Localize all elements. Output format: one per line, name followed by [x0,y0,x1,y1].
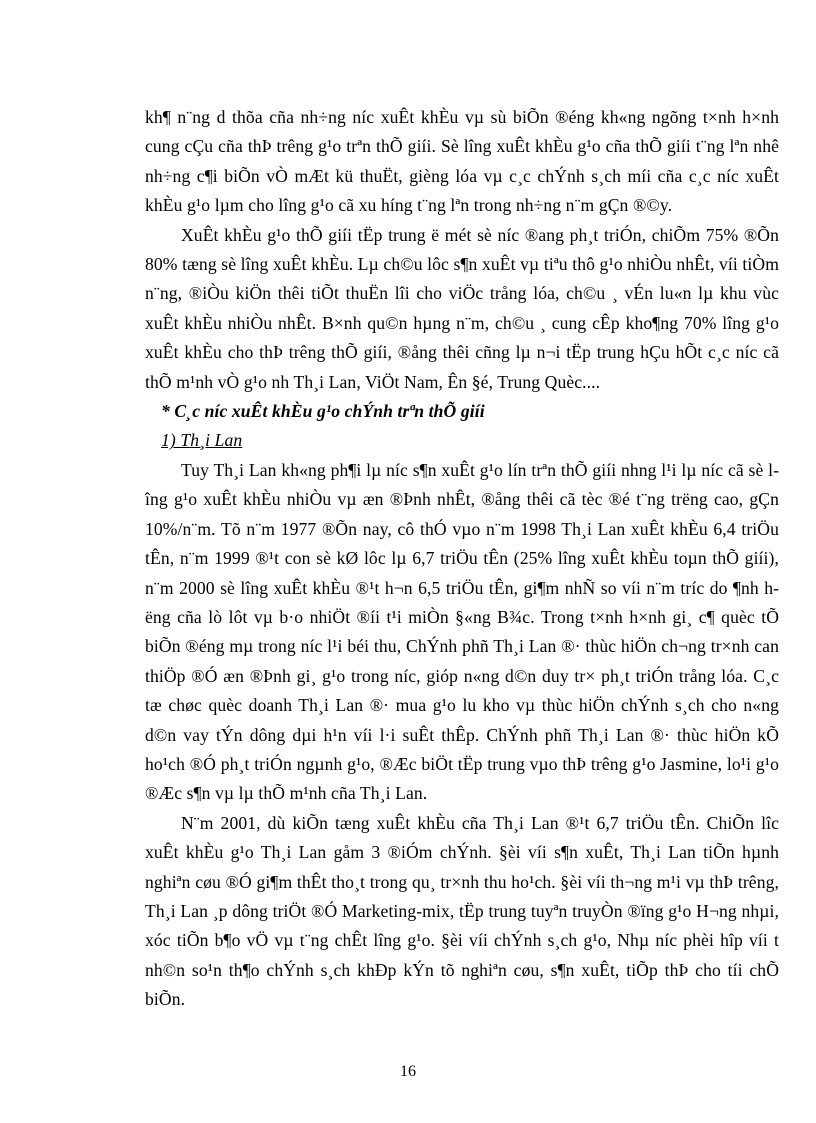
paragraph-thailand-strategy: N¨m 2001, dù kiÕn tæng xuÊt khÈu cña Th¸i Lan ®¹t 6,7 triÖu tÊn. ChiÕn lîc xuÊt khÈu g¹o Th¸i Lan gåm 3 ®iÓm chÝnh. §èi víi s¶n xuÊt, Th¸i Lan tiÕn hµnh nghiªn cøu ®Ó gi¶m thÊt tho¸t trong qu¸ tr×nh thu ho¹ch. §èi víi th¬ng m¹i vµ thÞ trêng, Th¸i Lan ¸p dông triÖt ®Ó Marketing-mix, tËp trung tuyªn truyÒn ®ïng g¹o H¬ng nhµi, xóc tiÕn b¶o vÖ vµ t¨ng chÊt lîng g¹o. §èi víi chÝnh s¸ch g¹o, Nhµ níc phèi hîp víi t nh©n so¹n th¶o chÝnh s¸ch khÐp kÝn tõ nghiªn cøu, s¶n xuÊt, tiÕp thÞ cho tíi chÕ biÕn. [145,812,779,1010]
paragraph-thailand-exports: Tuy Th¸i Lan kh«ng ph¶i lµ níc s¶n xuÊt g¹o lín trªn thÕ giíi nhng l¹i lµ níc cã sè lîng g¹o xuÊt khÈu nhiÒu vµ æn ®Þnh nhÊt, ®ång thêi cã tèc ®é t¨ng trëng cao, gÇn 10%/n¨m. Tõ n¨m 1977 ®Õn nay, cô thÓ vµo n¨m 1998 Th¸i Lan xuÊt khÈu 6,4 triÖu tÊn, n¨m 1999 ®¹t con sè kØ lôc lµ 6,7 triÖu tÊn (25% lîng xuÊt khÈu toµn thÕ giíi), n¨m 2000 sè lîng xuÊt khÈu ®¹t h¬n 6,5 triÖu tÊn, gi¶m nhÑ so víi n¨m tríc do ¶nh hëng cña lò lôt vµ b·o nhiÖt ®íi t¹i miÒn §«ng B¾c. Trong t×nh h×nh gi¸ c¶ quèc tÕ biÕn ®éng mµ trong níc l¹i béi thu, ChÝnh phñ Th¸i Lan ®· thùc hiÖn ch¬ng tr×nh can thiÖp ®Ó æn ®Þnh gi¸ g¹o trong níc, gióp n«ng d©n duy tr× ph¸t triÓn trång lóa. C¸c tæ chøc quèc doanh Th¸i Lan ®· mua g¹o lu kho vµ thùc hiÖn chÝnh s¸ch cho n«ng d©n vay tÝn dông dµi h¹n víi l·i suÊt thÊp. ChÝnh phñ Th¸i Lan ®· thùc hiÖn kÕ ho¹ch ®Ó ph¸t triÓn ngµnh g¹o, ®Æc biÖt tËp trung vµo thÞ trêng g¹o Jasmine, lo¹i g¹o ®Æc s¶n vµ lµ thÕ m¹nh cña Th¸i Lan. [145,459,779,804]
section-heading: * C¸c níc xuÊt khÈu g¹o chÝnh trªn thÕ giíi [161,401,485,422]
page-body [145,103,779,1015]
paragraph-rice-export-overview: XuÊt khÈu g¹o thÕ giíi tËp trung ë mét sè níc ®ang ph¸t triÓn, chiÕm 75% ®Õn 80% tæng sè lîng xuÊt khÈu. Lµ ch©u lôc s¶n xuÊt vµ tiªu thô g¹o nhiÒu nhÊt, víi tiÒm n¨ng, ®iÒu kiÖn thêi tiÕt thuËn lîi cho viÖc trång lóa, ch©u ¸ vÉn lu«n lµ khu vùc xuÊt khÈu nhiÒu nhÊt. B×nh qu©n hµng n¨m, ch©u ¸ cung cÊp kho¶ng 70% lîng g¹o xuÊt khÈu cho thÞ trêng thÕ giíi, ®ång thêi cñng lµ n¬i tËp trung hÇu hÕt c¸c níc cã thÕ m¹nh vÒ g¹o nh Th¸i Lan, ViÖt Nam, Ên §é, Trung Quèc.... [145,224,779,392]
page-number: 16 [400,1063,416,1080]
paragraph-continued: kh¶ n¨ng d thõa cña nh÷ng níc xuÊt khÈu vµ sù biÕn ®éng kh«ng ngõng t×nh h×nh cung cÇu cña thÞ trêng g¹o trªn thÕ giíi. Sè lîng xuÊt khÈu g¹o cña thÕ giíi t¨ng lªn nhê nh÷ng c¶i biÕn vÒ mÆt kü thuËt, gièng lóa vµ c¸c chÝnh s¸ch míi cña c¸c níc xuÊt khÈu g¹o lµm cho lîng g¹o cã xu híng t¨ng lªn trong nh÷ng n¨m gÇn ®©y. [145,107,779,216]
subsection-heading-thailand: 1) Th¸i Lan [161,430,243,451]
